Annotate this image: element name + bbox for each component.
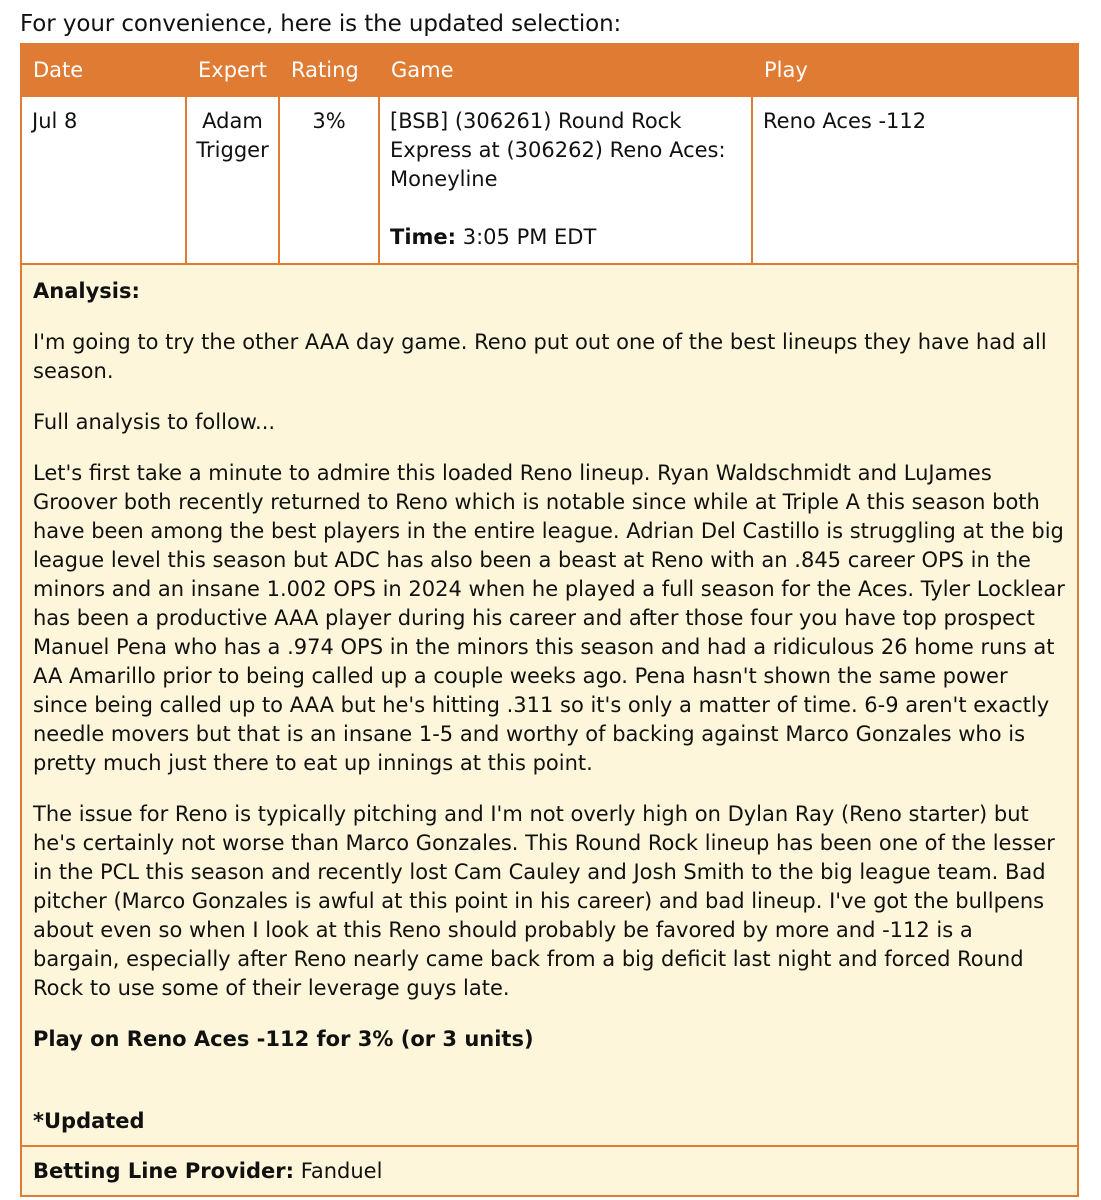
cell-game (380, 97, 753, 263)
updated-note: *Updated (33, 1109, 145, 1133)
selection-card (20, 43, 1079, 1197)
time-value: 3:05 PM EDT (462, 225, 597, 249)
game-description: [BSB] (306261) Round Rock Express at (306262) Reno Aces: Moneyline (390, 109, 726, 191)
play-summary: Play on Reno Aces -112 for 3% (or 3 units) (33, 1027, 534, 1051)
intro-text: For your convenience, here is the updated selection: (20, 11, 622, 37)
analysis-panel (22, 265, 1077, 1147)
table-row (22, 97, 1077, 265)
analysis-paragraph: The issue for Reno is typically pitching and I'm not overly high on Dylan Ray (Reno starter) but he's certainly not worse than Marco Gonzales. This Round Rock lineup has been one of the lesser in the PCL this season and recently lost Cam Cauley and Josh Smith to the big league team. Bad pitcher (Marco Gonzales is awful at this point in his career) and bad lineup. I've got the bullpens about even so when I look at this Reno should probably be favored by more and -112 is a bargain, especially after Reno nearly came back from a big deficit last night and forced Round Rock to use some of their leverage guys late. (33, 802, 1055, 1000)
provider-value: Fanduel (300, 1159, 383, 1183)
game-time (390, 223, 751, 252)
betting-line-provider (22, 1147, 1077, 1195)
header-play: Play (764, 58, 808, 82)
cell-date: Jul 8 (22, 97, 187, 263)
time-label: Time: (390, 225, 457, 249)
analysis-paragraph: I'm going to try the other AAA day game. Reno put out one of the best lineups they have had all season. (33, 330, 1047, 383)
header-date: Date (33, 58, 84, 82)
provider-label: Betting Line Provider: (33, 1159, 294, 1183)
analysis-paragraph: Let's first take a minute to admire this loaded Reno lineup. Ryan Waldschmidt and LuJames Groover both recently returned to Reno which is notable since while at Triple A this season both have been among the best players in the entire league. Adrian Del Castillo is struggling at the big league level this season but ADC has also been a beast at Reno with an .845 career OPS in the minors and an insane 1.002 OPS in 2024 when he played a full season for the Aces. Tyler Locklear has been a productive AAA player during his career and after those four you have top prospect Manuel Pena who has a .974 OPS in the minors this season and had a ridiculous 26 home runs at AA Amarillo prior to being called up a couple weeks ago. Pena hasn't shown the same power since being called up to AAA but he's hitting .311 so it's only a matter of time. 6-9 aren't exactly needle movers but that is an insane 1-5 and worthy of backing against Marco Gonzales who is pretty much just there to eat up innings at this point. (33, 461, 1065, 775)
table-header (22, 45, 1077, 97)
cell-play: Reno Aces -112 (763, 109, 927, 133)
analysis-heading: Analysis: (33, 279, 140, 303)
header-expert: Expert (198, 58, 267, 82)
cell-expert: Adam Trigger (187, 97, 280, 263)
analysis-paragraph: Full analysis to follow... (33, 410, 276, 434)
header-game: Game (391, 58, 454, 82)
header-rating: Rating (291, 58, 359, 82)
cell-rating: 3% (280, 97, 380, 263)
